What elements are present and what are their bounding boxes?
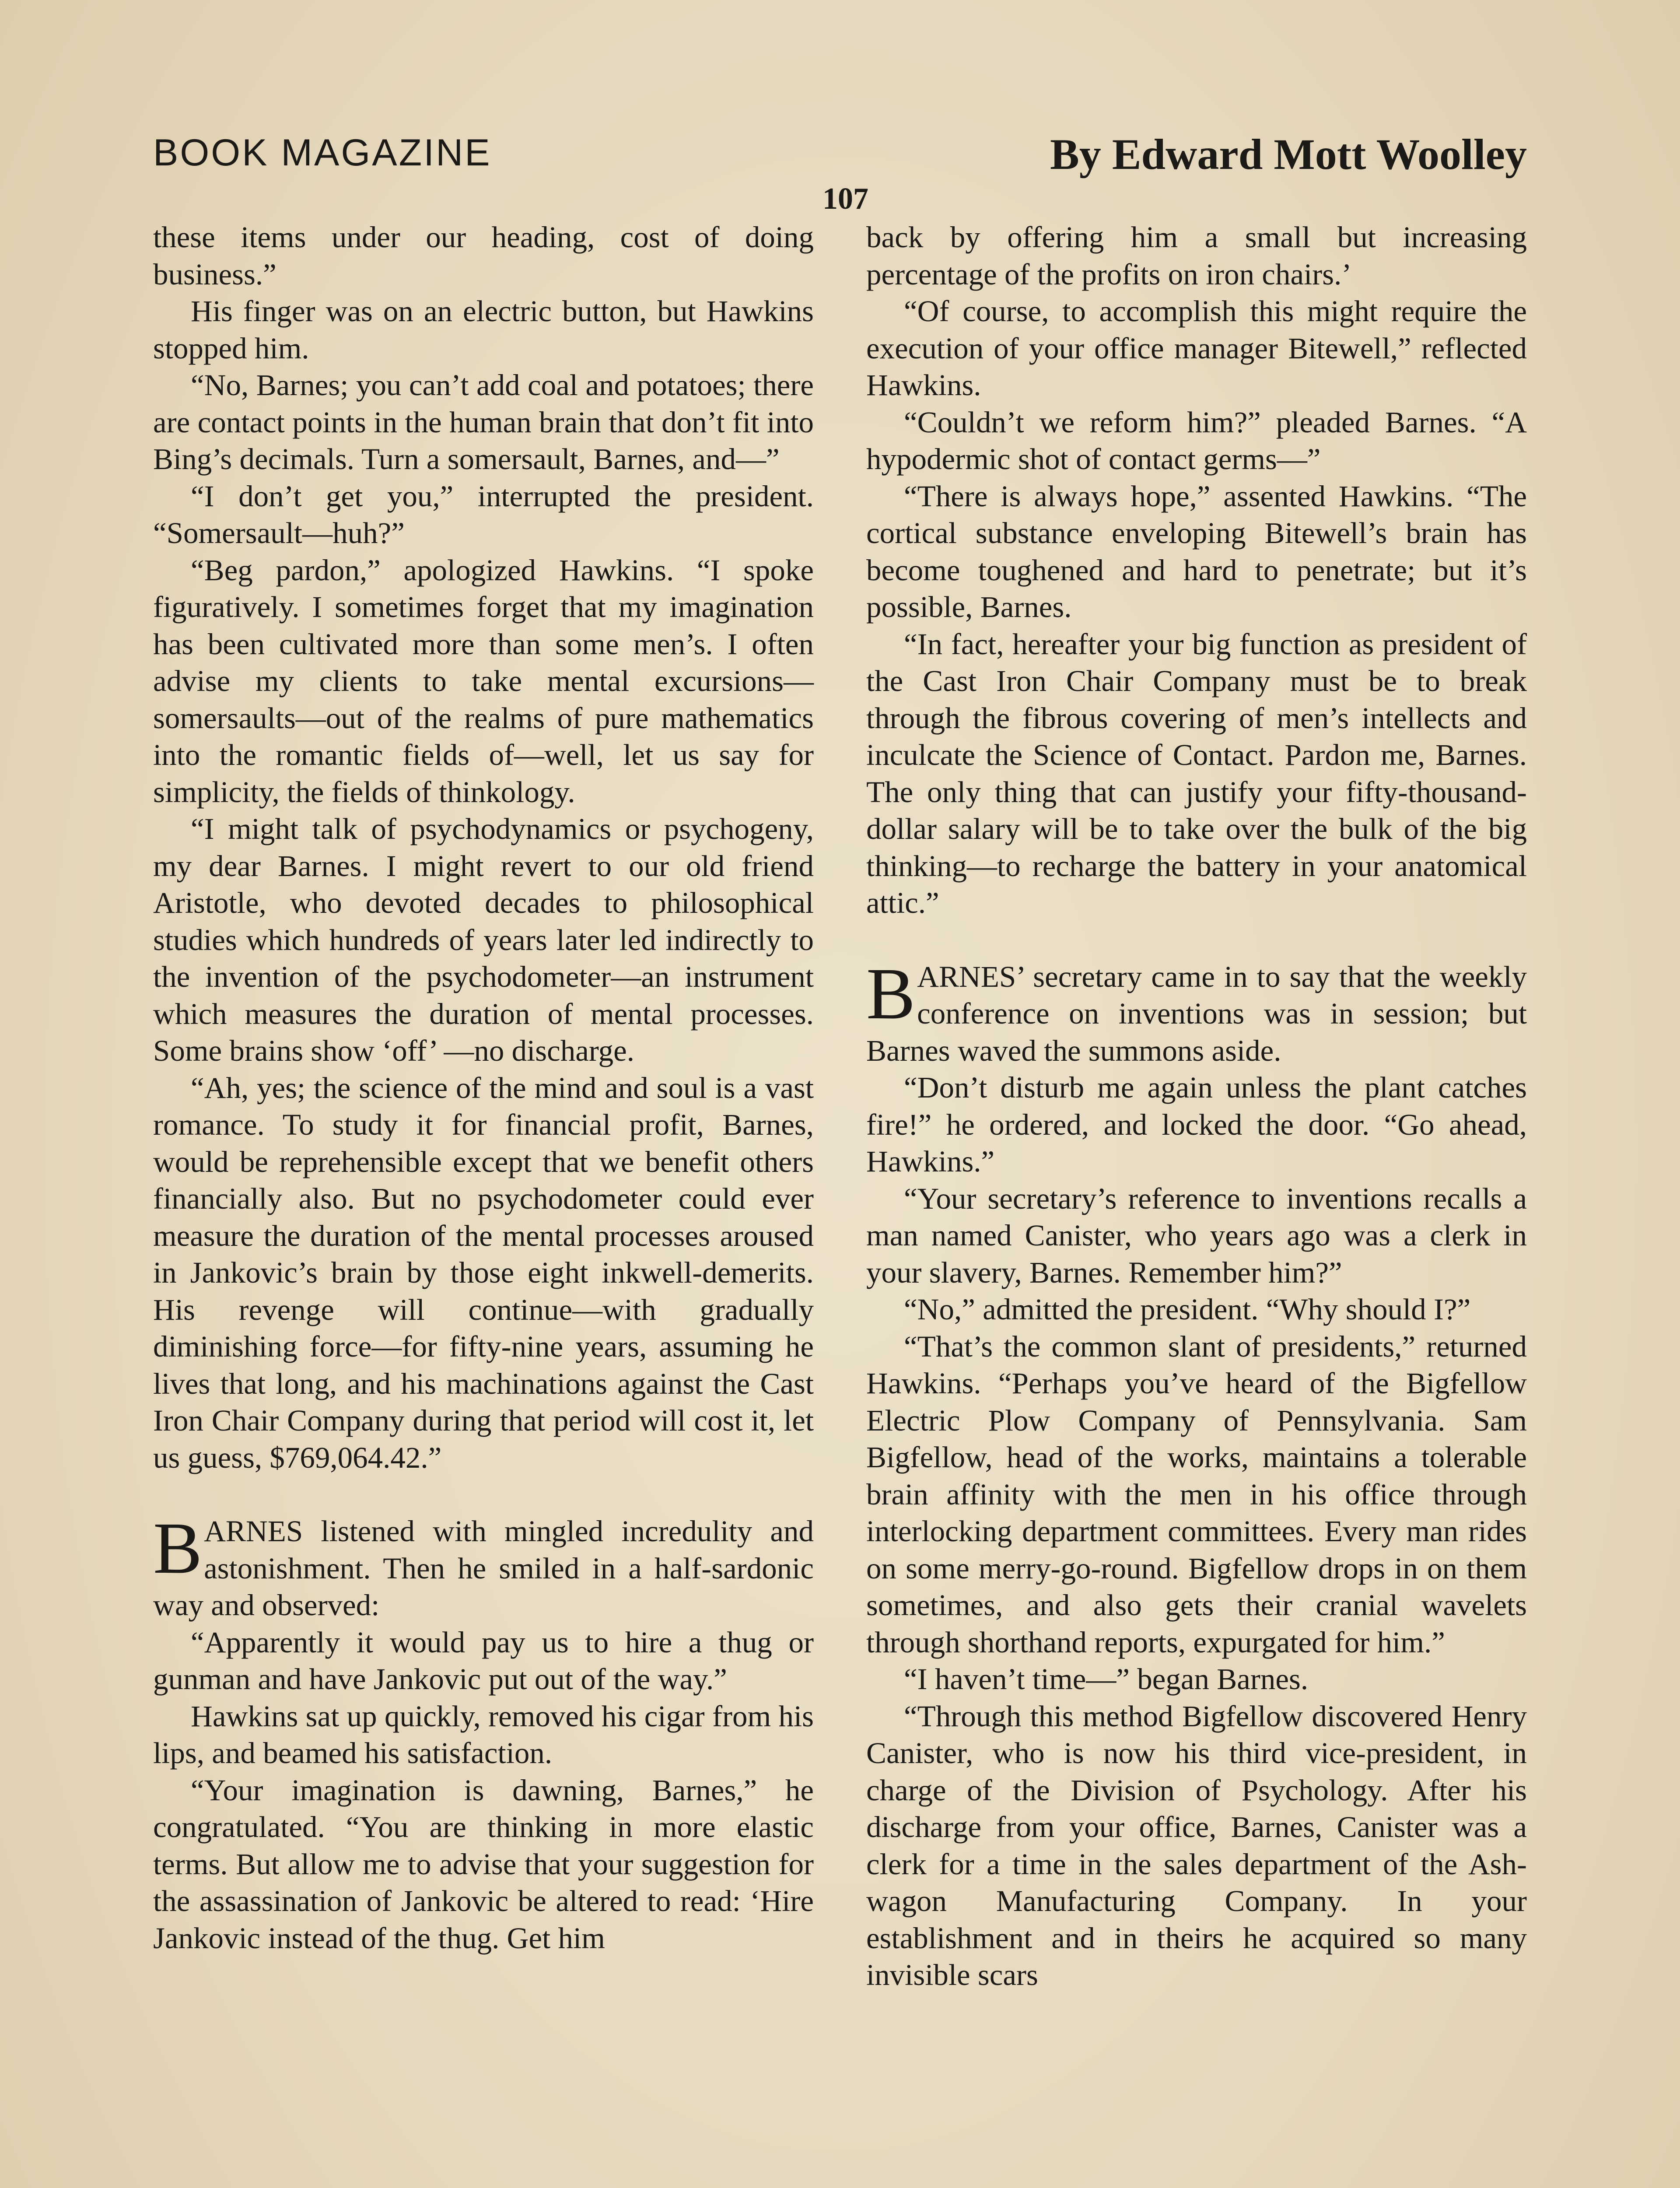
paragraph: Hawkins sat up quickly, removed his cigar from his lips, and beamed his satisfaction. — [153, 1699, 814, 1770]
paragraph: ARNES listened with mingled incredulity and astonishment. Then he smiled in a half-sardonic way and observed: — [153, 1515, 814, 1622]
paragraph: “Your imagination is dawning, Barnes,” he congratulated. “You are thinking in more elastic terms. But allow me to advise that your suggestion for the assassination of Jankovic be altered to read: ‘Hire Jankovic instead of the thug. Get him — [153, 1773, 814, 1955]
paragraph: “Beg pardon,” apologized Hawkins. “I spoke figuratively. I sometimes forget that my imagination has been cultivated more than some men’s. I often advise my clients to take mental excursions—somersaults—out of the realms of pure mathematics into the romantic fields of—well, let us say for simplicity, the fields of thinkology. — [153, 553, 814, 809]
paragraph: back by offering him a small but increasing percentage of the profits on iron chairs.’ — [866, 221, 1527, 291]
author-byline: By Edward Mott Woolley — [1050, 130, 1527, 179]
paragraph: these items under our heading, cost of doing business.” — [153, 221, 814, 291]
paragraph: “Apparently it would pay us to hire a thug or gunman and have Jankovic put out of the way.” — [153, 1625, 814, 1696]
paragraph: “No, Barnes; you can’t add coal and potatoes; there are contact points in the human brain that don’t fit into Bing’s decimals. Turn a somersault, Barnes, and—” — [153, 368, 814, 476]
right-column — [866, 219, 1527, 2188]
paragraph: ARNES’ secretary came in to say that the weekly conference on inventions was in session; but Barnes waved the summons aside. — [866, 960, 1527, 1067]
drop-cap: B — [866, 953, 916, 1034]
paragraph: “Of course, to accomplish this might require the execution of your office manager Bitewell,” reflected Hawkins. — [866, 295, 1527, 402]
paragraph: “In fact, hereafter your big function as president of the Cast Iron Chair Company must be to break through the fibrous covering of men’s intellects and inculcate the Science of Contact. Pardon me, Barnes. The only thing that can justify your fifty-thousand-dollar salary will be to take over the bulk of the big thinking—to recharge the battery in your anatomical attic.” — [866, 627, 1527, 919]
paragraph: “There is always hope,” assented Hawkins. “The cortical substance enveloping Bitewell’s brain has become toughened and hard to penetrate; but it’s possible, Barnes. — [866, 479, 1527, 624]
text-columns — [153, 219, 1527, 2188]
left-column — [153, 219, 814, 2188]
paragraph: “Don’t disturb me again unless the plant catches fire!” he ordered, and locked the door. “Go ahead, Hawkins.” — [866, 1071, 1527, 1178]
paragraph: “Through this method Bigfellow discovered Henry Canister, who is now his third vice-president, in charge of the Division of Psychology. After his discharge from your office, Barnes, Canister was a clerk for a time in the sales department of the Ash-wagon Manufacturing Company. In your establishment and in theirs he acquired so many invisible scars — [866, 1699, 1527, 1992]
magazine-title: BOOK MAGAZINE — [153, 132, 492, 174]
paragraph: “That’s the common slant of presidents,” returned Hawkins. “Perhaps you’ve heard of the Bigfellow Electric Plow Company of Pennsylvania. Sam Bigfellow, head of the works, maintains a tolerable brain affinity with the men in his office through interlocking department committees. Every man rides on some merry-go-round. Bigfellow drops in on them sometimes, and also gets their cranial wavelets through shorthand reports, expurgated for him.” — [866, 1329, 1527, 1659]
page-number: 107 — [822, 182, 868, 216]
paragraph: “Couldn’t we reform him?” pleaded Barnes. “A hypodermic shot of contact germs—” — [866, 405, 1527, 476]
paragraph: “I don’t get you,” interrupted the president. “Somersault—huh?” — [153, 479, 814, 550]
paragraph: “Your secretary’s reference to inventions recalls a man named Canister, who years ago was a clerk in your slavery, Barnes. Remember him?” — [866, 1182, 1527, 1289]
paragraph: “Ah, yes; the science of the mind and soul is a vast romance. To study it for financial profit, Barnes, would be reprehensible except that we benefit others financially also. But no psychodometer could ever measure the duration of the mental processes aroused in Jankovic’s brain by those eight inkwell-demerits. His revenge will continue—with gradually diminishing force—for fifty-nine years, assuming he lives that long, and his machinations against the Cast Iron Chair Company during that period will cost it, let us guess, $769,064.42.” — [153, 1071, 814, 1474]
paragraph: His finger was on an electric button, but Hawkins stopped him. — [153, 295, 814, 365]
paragraph: “No,” admitted the president. “Why should I?” — [904, 1293, 1471, 1326]
section-break — [153, 1508, 814, 1624]
paragraph: “I haven’t time—” began Barnes. — [904, 1662, 1309, 1696]
section-break — [866, 953, 1527, 1069]
paragraph: “I might talk of psychodynamics or psychogeny, my dear Barnes. I might revert to our old friend Aristotle, who devoted decades to philosophical studies which hundreds of years later led indirectly to the invention of the psychodometer—an instrument which measures the duration of mental processes. Some brains show ‘off’ —no discharge. — [153, 812, 814, 1067]
drop-cap: B — [153, 1508, 203, 1589]
